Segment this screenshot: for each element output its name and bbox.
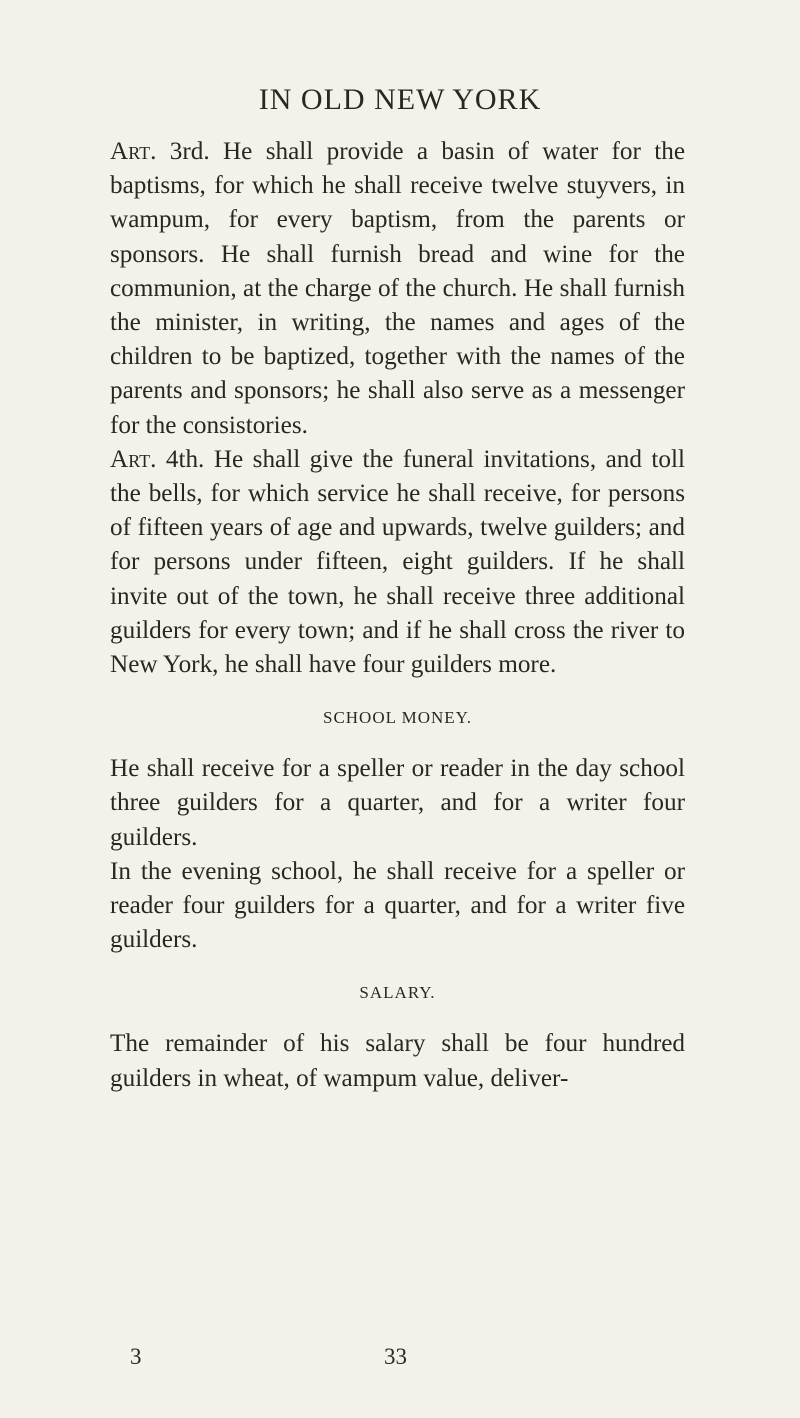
article-4-text: 4th. He shall give the funeral invitations, and toll the bells, for which service he shall receive, for persons of fifteen years of age and upwards, twelve guilders; and for persons under fifteen, eight guilders. If he shall invite out of the town, he shall receive three additional guilders for every town; and if he shall cross the river to New York, he shall have four guilders more. [110, 445, 685, 679]
page-number: 33 [384, 1344, 407, 1369]
school-money-heading: SCHOOL MONEY. [322, 708, 473, 728]
school-money-paragraph-2: In the evening school, he shall receive for a speller or reader four guilders for a quarter, and for a writer five guilders. [110, 857, 685, 954]
running-head: IN OLD NEW YORK [258, 83, 542, 116]
article-3-text: 3rd. He shall provide a basin of water for the baptisms, for which he shall receive twelve stuyvers, in wampum, for every baptism, from the parents or sponsors. He shall furnish bread and wine for the communion, at the charge of the church. He shall furnish the minister, in writing, the names and ages of the children to be baptized, together with the names of the parents and sponsors; he shall also serve as a messenger for the consistories. [110, 138, 685, 439]
article-label: Art. [110, 138, 157, 165]
article-4-paragraph [110, 443, 685, 682]
salary-paragraph: The remainder of his salary shall be four hundred guilders in wheat, of wampum value, deliver- [110, 1030, 685, 1092]
salary-heading: SALARY. [359, 983, 436, 1003]
signature-mark: 3 [130, 1344, 142, 1369]
body-text [110, 135, 685, 1096]
school-money-paragraph-1: He shall receive for a speller or reader in the day school three guilders for a quarter, and for a writer four guilders. [110, 755, 685, 851]
article-label: Art. [110, 445, 157, 473]
article-3-paragraph [110, 135, 685, 443]
